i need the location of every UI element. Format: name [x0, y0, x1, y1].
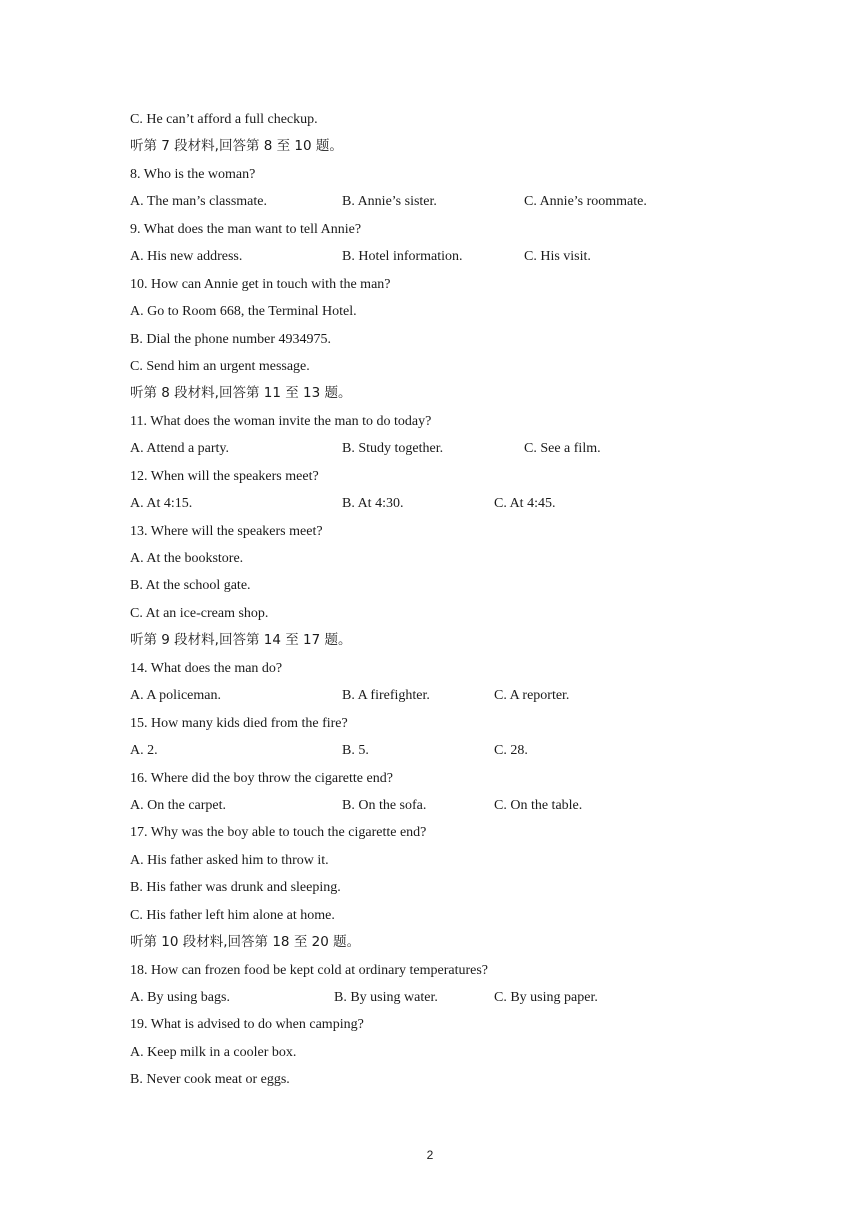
line-text: 19. What is advised to do when camping? [130, 1017, 364, 1033]
option-a: A. 2. [130, 743, 158, 759]
answer-option [130, 902, 770, 929]
option-a: A. On the carpet. [130, 797, 227, 813]
page-number: 2 [426, 1148, 434, 1162]
option-a: A. His new address. [130, 249, 243, 265]
options-row [130, 188, 770, 215]
answer-option [130, 1039, 770, 1066]
line-text: 8. Who is the woman? [130, 166, 256, 182]
options-row [130, 984, 770, 1011]
question-text [130, 518, 770, 545]
question-text [130, 655, 770, 682]
options-row [130, 490, 770, 517]
answer-option [130, 874, 770, 901]
options-row [130, 682, 770, 709]
answer-option [130, 353, 770, 380]
option-c: C. A reporter. [494, 688, 570, 704]
options-row [130, 435, 770, 462]
line-text: 10. How can Annie get in touch with the man? [130, 276, 391, 292]
option-a: A. By using bags. [130, 990, 230, 1005]
option-c: C. Annie’s roommate. [524, 194, 647, 210]
answer-option [130, 106, 770, 133]
options-row [130, 792, 770, 819]
line-text: A. At the bookstore. [130, 551, 244, 566]
option-b: B. Hotel information. [342, 249, 463, 265]
document-page [130, 106, 770, 1094]
answer-option [130, 326, 770, 353]
answer-option [130, 847, 770, 874]
line-text: 17. Why was the boy able to touch the cigarette end? [130, 825, 427, 841]
line-text: A. His father asked him to throw it. [130, 852, 329, 868]
section-text: 听第 9 段材料,回答第 14 至 17 题。 [130, 632, 352, 649]
question-text [130, 957, 770, 984]
line-text: A. Keep milk in a cooler box. [130, 1044, 297, 1060]
question-text [130, 765, 770, 792]
answer-option [130, 1066, 770, 1093]
line-text: 14. What does the man do? [130, 660, 283, 676]
line-text: 11. What does the woman invite the man to do today? [130, 413, 432, 429]
line-text: B. At the school gate. [130, 578, 251, 594]
line-text: B. Never cook meat or eggs. [130, 1072, 290, 1088]
option-a: A. A policeman. [130, 688, 221, 704]
line-text: B. Dial the phone number 4934975. [130, 331, 332, 347]
line-text: A. Go to Room 668, the Terminal Hotel. [130, 304, 357, 320]
section-text: 听第 8 段材料,回答第 11 至 13 题。 [130, 385, 352, 402]
option-c: C. By using paper. [494, 990, 598, 1005]
section-heading [130, 627, 770, 654]
option-b: B. At 4:30. [342, 496, 404, 512]
option-c: C. On the table. [494, 797, 583, 813]
question-text [130, 271, 770, 298]
option-c: C. 28. [494, 743, 528, 759]
option-c: C. His visit. [524, 249, 591, 265]
option-b: B. Annie’s sister. [342, 194, 437, 210]
question-text [130, 216, 770, 243]
option-a: A. Attend a party. [130, 441, 230, 457]
option-b: B. By using water. [334, 990, 438, 1005]
option-a: A. At 4:15. [130, 496, 193, 512]
option-b: B. A firefighter. [342, 688, 430, 704]
question-text [130, 1011, 770, 1038]
line-text: 13. Where will the speakers meet? [130, 523, 323, 539]
option-b: B. On the sofa. [342, 797, 427, 813]
question-text [130, 710, 770, 737]
section-heading [130, 133, 770, 160]
answer-option [130, 600, 770, 627]
option-b: B. Study together. [342, 441, 444, 457]
line-text: C. At an ice-cream shop. [130, 605, 269, 621]
option-c: C. At 4:45. [494, 496, 556, 512]
question-text [130, 819, 770, 846]
answer-option [130, 572, 770, 599]
line-text: 15. How many kids died from the fire? [130, 715, 348, 731]
option-b: B. 5. [342, 743, 369, 759]
line-text: C. Send him an urgent message. [130, 358, 310, 374]
options-row [130, 243, 770, 270]
section-heading [130, 929, 770, 956]
line-text: C. He can’t afford a full checkup. [130, 112, 318, 127]
section-heading [130, 380, 770, 407]
line-text: 18. How can frozen food be kept cold at ordinary temperatures? [130, 962, 489, 978]
line-text: 9. What does the man want to tell Annie? [130, 221, 362, 237]
section-text: 听第 7 段材料,回答第 8 至 10 题。 [130, 138, 343, 155]
options-row [130, 737, 770, 764]
line-text: 16. Where did the boy throw the cigarette end? [130, 770, 393, 786]
answer-option [130, 545, 770, 572]
line-text: 12. When will the speakers meet? [130, 468, 319, 484]
question-text [130, 161, 770, 188]
line-text: C. His father left him alone at home. [130, 907, 335, 923]
question-text [130, 408, 770, 435]
question-text [130, 463, 770, 490]
section-text: 听第 10 段材料,回答第 18 至 20 题。 [130, 934, 361, 951]
option-a: A. The man’s classmate. [130, 194, 267, 210]
answer-option [130, 298, 770, 325]
option-c: C. See a film. [524, 441, 601, 457]
line-text: B. His father was drunk and sleeping. [130, 880, 341, 896]
